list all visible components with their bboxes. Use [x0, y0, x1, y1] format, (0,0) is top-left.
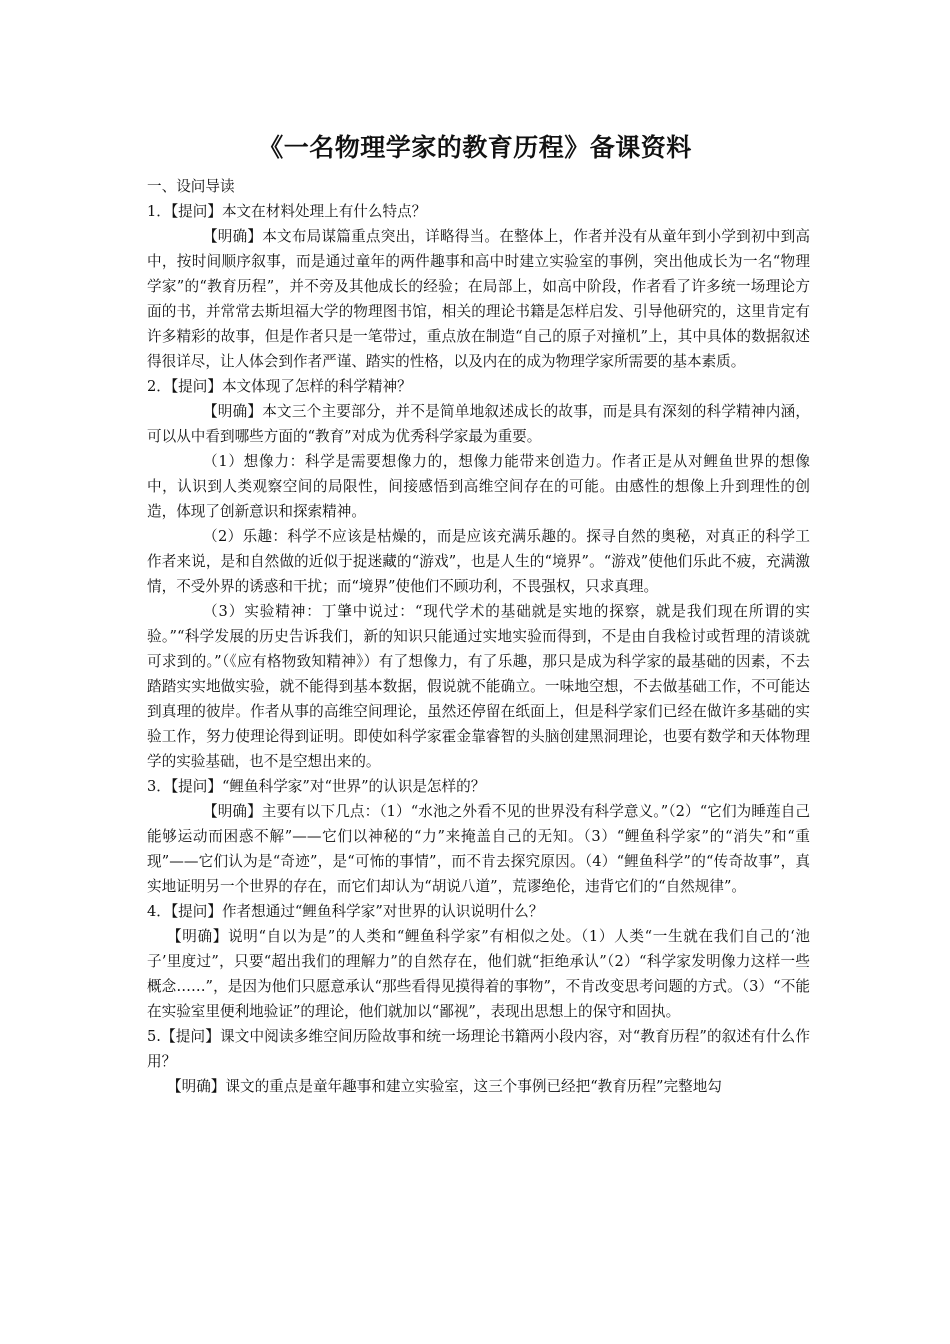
paragraph: 1．【提问】本文在材料处理上有什么特点？	[147, 203, 427, 220]
section-heading: 一、设问导读	[147, 178, 235, 195]
paragraph: 5.【提问】课文中阅读多维空间历险故事和统一场理论书籍两小段内容，对“教育历程”的叙述有什么作用？	[147, 1028, 810, 1070]
paragraph: （1）想像力：科学是需要想像力的，想像力能带来创造力。作者正是从对鲤鱼世界的想像中，认识到人类观察空间的局限性，间接感悟到高维空间存在的可能。由感性的想像上升到理性的创造，体现了创新意识和探索精神。	[147, 453, 810, 520]
document-title: 《一名物理学家的教育历程》备课资料	[258, 133, 692, 162]
paragraph: （2）乐趣：科学不应该是枯燥的，而是应该充满乐趣的。探寻自然的奥秘，对真正的科学工作者来说，是和自然做的近似于捉迷藏的“游戏”，也是人生的“境界”。“游戏”使他们乐此不疲，充满激情，不受外界的诱惑和干扰；而“境界”使他们不顾功利，不畏强权，只求真理。	[147, 528, 810, 595]
paragraph: 2．【提问】本文体现了怎样的科学精神？	[147, 378, 412, 395]
paragraph: 【明确】说明“自以为是”的人类和“鲤鱼科学家”有相似之处。（1）人类“一生就在我们自己的‘池子’里度过”，只要“超出我们的理解力”的自然存在，他们就“拒绝承认”（2）“科学家发明像力这样一些概念……”，是因为他们只愿意承认“那些看得见摸得着的事物”，不肯改变思考问题的方式。（3）“不能在实验室里便利地验证”的理论，他们就加以“鄙视”，表现出思想上的保守和固执。	[147, 928, 810, 1020]
document-body	[147, 174, 810, 1099]
paragraph: （3）实验精神：丁肇中说过：“现代学术的基础就是实地的探察，就是我们现在所谓的实验。”“科学发展的历史告诉我们，新的知识只能通过实地实验而得到，不是由自我检讨或哲理的清谈就可求到的。”（《应有格物致知精神》）有了想像力，有了乐趣，那只是成为科学家的最基础的因素，不去踏踏实实地做实验，就不能得到基本数据，假说就不能确立。一味地空想，不去做基础工作，不可能达到真理的彼岸。作者从事的高维空间理论，虽然还停留在纸面上，但是科学家们已经在做许多基础的实验工作，努力使理论得到证明。即使如科学家霍金靠睿智的头脑创建黑洞理论，也要有数学和天体物理学的实验基础，也不是空想出来的。	[147, 603, 810, 770]
paragraph: 【明确】本文三个主要部分，并不是简单地叙述成长的故事，而是具有深刻的科学精神内涵，可以从中看到哪些方面的“教育”对成为优秀科学家最为重要。	[147, 403, 810, 445]
paragraph: 【明确】本文布局谋篇重点突出，详略得当。在整体上，作者并没有从童年到小学到初中到高中，按时间顺序叙事，而是通过童年的两件趣事和高中时建立实验室的事例，突出他成长为一名“物理学家”的“教育历程”，并不旁及其他成长的经验；在局部上，如高中阶段，作者看了许多统一场理论方面的书，并常常去斯坦福大学的物理图书馆，相关的理论书籍是怎样启发、引导他研究的，这里肯定有许多精彩的故事，但是作者只是一笔带过，重点放在制造“自己的原子对撞机”上，其中具体的数据叙述得很详尽，让人体会到作者严谨、踏实的性格，以及内在的成为物理学家所需要的基本素质。	[147, 228, 810, 370]
paragraph: 4．【提问】作者想通过“鲤鱼科学家”对世界的认识说明什么？	[147, 903, 544, 920]
paragraph: 【明确】主要有以下几点：（1）“水池之外看不见的世界没有科学意义。”（2）“它们为睡莲自己能够运动而困惑不解”——它们以神秘的“力”来掩盖自己的无知。（3）“鲤鱼科学家”的“消失”和“重现”——它们认为是“奇迹”，是“可怖的事情”，而不肯去探究原因。（4）“鲤鱼科学”的“传奇故事”，真实地证明另一个世界的存在，而它们却认为“胡说八道”，荒谬绝伦，违背它们的“自然规律”。	[147, 803, 810, 895]
paragraph: 3．【提问】“鲤鱼科学家”对“世界”的认识是怎样的？	[147, 778, 486, 795]
paragraph: 【明确】课文的重点是童年趣事和建立实验室，这三个事例已经把“教育历程”完整地勾	[167, 1078, 722, 1095]
